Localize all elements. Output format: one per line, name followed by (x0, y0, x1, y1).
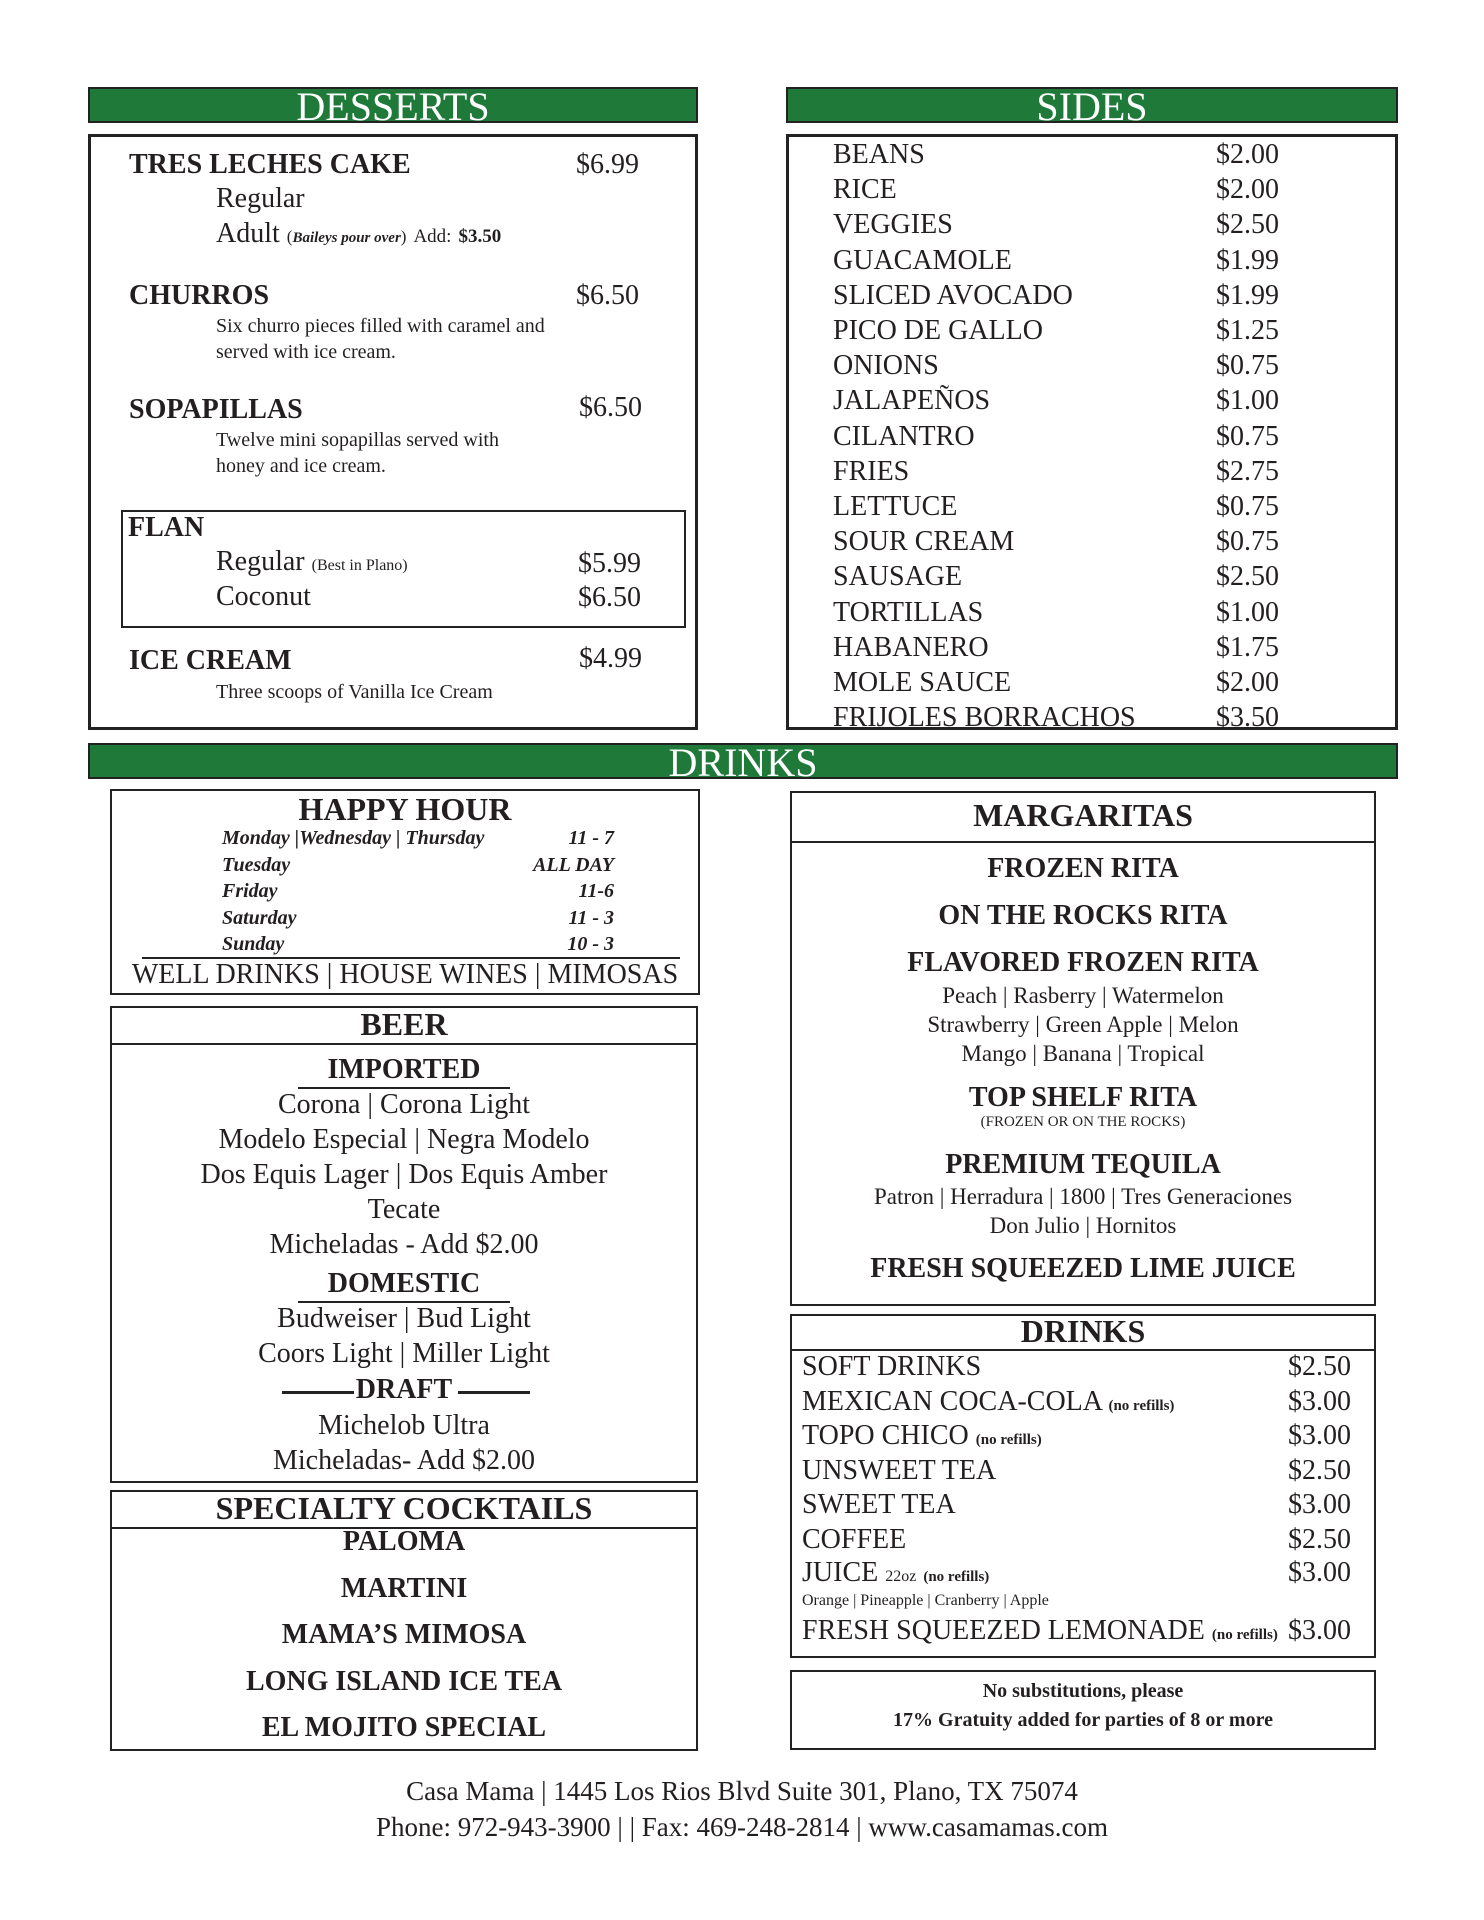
drink-note: (no refills) (1211, 1627, 1278, 1643)
drink-price: $3.00 (1288, 1615, 1351, 1646)
drink-row (802, 1557, 989, 1589)
drinks-panel (790, 1314, 1376, 1658)
side-price: $1.99 (1216, 244, 1279, 276)
happy-hour-time: ALL DAY (533, 853, 614, 876)
happy-hour-day: Monday |Wednesday | Thursday (222, 827, 485, 849)
side-name: ONIONS (833, 350, 939, 382)
drink-name: FRESH SQUEEZED LEMONADE (802, 1615, 1205, 1646)
drink-price: $3.00 (1288, 1557, 1351, 1588)
side-price: $2.50 (1216, 561, 1279, 593)
happy-hour-day: Tuesday (222, 853, 291, 876)
margaritas-title: MARGARITAS (973, 797, 1193, 833)
side-name: CILANTRO (833, 420, 975, 452)
side-name: SOUR CREAM (833, 526, 1015, 558)
dessert-name: ICE CREAM (129, 645, 292, 676)
beer-section-label: DRAFT (355, 1374, 453, 1405)
drink-row (802, 1351, 981, 1383)
dessert-option-label: Regular (216, 546, 305, 577)
drinks-banner: DRINKS (88, 743, 1398, 779)
side-name: BEANS (833, 139, 925, 170)
beer-section-label: DOMESTIC (327, 1268, 481, 1299)
desserts-banner: DESSERTS (88, 87, 698, 123)
beer-title: BEER (360, 1006, 448, 1042)
juice-flavors: Orange | Pineapple | Cranberry | Apple (802, 1592, 1049, 1609)
dessert-price: $6.50 (578, 582, 641, 613)
drink-name: COFFEE (802, 1523, 907, 1555)
dessert-option-label: Adult (216, 218, 280, 249)
cocktail-item: MAMA’S MIMOSA (281, 1619, 527, 1650)
drink-row (802, 1489, 956, 1521)
beer-item: Coors Light | Miller Light (258, 1338, 550, 1369)
drink-note: (no refills) (1108, 1397, 1175, 1414)
dessert-name: TRES LECHES CAKE (129, 149, 411, 180)
happy-hour-time: 11 - 3 (568, 906, 614, 929)
dessert-desc: Six churro pieces filled with caramel and (216, 315, 545, 337)
sides-panel (786, 134, 1398, 734)
drink-name: SOFT DRINKS (802, 1351, 982, 1382)
side-price: $1.25 (1216, 315, 1279, 346)
side-price: $1.99 (1216, 279, 1279, 311)
margarita-item: PREMIUM TEQUILA (945, 1149, 1221, 1180)
side-name: VEGGIES (833, 209, 953, 241)
beer-item: Micheladas - Add $2.00 (269, 1229, 539, 1260)
happy-hour-day: Saturday (222, 906, 297, 929)
dessert-price: $6.50 (579, 392, 642, 423)
dessert-price: $5.99 (578, 548, 641, 579)
dessert-name: SOPAPILLAS (129, 394, 303, 425)
happy-hour-day: Sunday (222, 933, 285, 955)
beer-panel (110, 1006, 698, 1483)
dessert-add-price: $3.50 (458, 226, 502, 247)
specialty-title-strip (112, 1492, 696, 1529)
cocktail-item: LONG ISLAND ICE TEA (245, 1665, 563, 1697)
drink-price: $2.50 (1288, 1351, 1351, 1382)
cocktail-item: EL MOJITO SPECIAL (261, 1712, 547, 1743)
side-name: MOLE SAUCE (833, 667, 1012, 698)
tequila-line: Don Julio | Hornitos (989, 1213, 1177, 1238)
cocktail-item: PALOMA (342, 1526, 466, 1557)
drink-price: $2.50 (1288, 1523, 1351, 1555)
side-name: FRIES (833, 455, 910, 487)
side-price: $1.00 (1216, 596, 1279, 628)
dessert-option: Regular (216, 183, 305, 214)
flavor-line: Peach | Rasberry | Watermelon (942, 983, 1224, 1008)
drinks-title: DRINKS (1020, 1313, 1146, 1349)
margarita-item: ON THE ROCKS RITA (938, 900, 1228, 931)
side-name: SLICED AVOCADO (833, 279, 1073, 311)
side-price: $0.75 (1216, 350, 1279, 382)
dessert-name: FLAN (128, 512, 205, 543)
margarita-item: FROZEN RITA (987, 853, 1179, 884)
margarita-item: FRESH SQUEEZED LIME JUICE (870, 1253, 1296, 1284)
margaritas-title-strip (792, 793, 1374, 843)
margarita-item: TOP SHELF RITA (968, 1082, 1198, 1113)
side-name: FRIJOLES BORRACHOS (833, 702, 1136, 734)
side-name: HABANERO (833, 631, 989, 663)
happy-hour-footer: WELL DRINKS | HOUSE WINES | MIMOSAS (131, 959, 679, 990)
margarita-item: FLAVORED FROZEN RITA (907, 947, 1259, 978)
drink-size: 22oz (885, 1568, 917, 1585)
footer-contact: Phone: 972-943-3900 | | Fax: 469-248-2814 | www.casamamas.com (375, 1812, 1109, 1842)
side-price: $1.75 (1216, 631, 1279, 663)
side-price: $0.75 (1216, 420, 1279, 452)
sides-banner: SIDES (786, 87, 1398, 123)
beer-section-label: IMPORTED (327, 1054, 481, 1085)
drink-price: $2.50 (1288, 1454, 1351, 1486)
margarita-note: (FROZEN OR ON THE ROCKS) (980, 1114, 1186, 1130)
notice-line: 17% Gratuity added for parties of 8 or more (893, 1709, 1273, 1731)
dessert-desc: Twelve mini sopapillas served with (216, 429, 499, 451)
happy-hour-time: 11 - 7 (568, 827, 614, 849)
notice-panel (790, 1670, 1376, 1750)
side-price: $3.50 (1216, 702, 1279, 734)
drink-price: $3.00 (1288, 1420, 1351, 1451)
side-name: PICO DE GALLO (833, 315, 1043, 346)
drinks-title-strip (792, 1313, 1374, 1351)
dessert-option: Coconut (216, 581, 311, 612)
happy-hour-day: Friday (222, 880, 278, 902)
beer-item: Modelo Especial | Negra Modelo (218, 1124, 590, 1155)
dessert-desc: served with ice cream. (216, 341, 396, 363)
drink-price: $3.00 (1288, 1489, 1351, 1520)
side-name: GUACAMOLE (833, 244, 1012, 276)
drink-row (802, 1386, 1174, 1418)
dessert-price: $4.99 (579, 643, 642, 674)
drink-row (802, 1615, 1278, 1647)
dessert-option-note: Baileys pour over (292, 230, 401, 246)
dessert-name: CHURROS (129, 280, 270, 311)
side-price: $2.00 (1216, 174, 1279, 206)
side-name: SAUSAGE (833, 561, 963, 593)
flavor-line: Mango | Banana | Tropical (961, 1041, 1205, 1066)
dessert-option (216, 546, 408, 578)
divider (458, 1391, 530, 1394)
happy-hour-panel (110, 789, 700, 995)
drink-name: TOPO CHICO (802, 1420, 969, 1451)
dessert-add-label: Add: (413, 226, 452, 247)
drink-row (802, 1420, 1042, 1452)
dessert-price: $6.99 (576, 149, 639, 180)
desserts-panel (88, 134, 698, 730)
happy-hour-time: 10 - 3 (567, 933, 614, 955)
side-price: $0.75 (1216, 491, 1279, 522)
beer-item: Dos Equis Lager | Dos Equis Amber (200, 1159, 608, 1190)
drink-row (802, 1524, 906, 1556)
beer-item: Corona | Corona Light (277, 1089, 531, 1120)
beer-item: Michelob Ultra (318, 1410, 490, 1441)
side-price: $1.00 (1216, 385, 1279, 417)
side-name: TORTILLAS (833, 596, 984, 628)
side-price: $2.00 (1216, 667, 1279, 698)
side-price: $2.50 (1216, 209, 1279, 241)
side-price: $0.75 (1216, 526, 1279, 558)
drink-note: (no refills) (923, 1569, 990, 1585)
side-name: RICE (833, 174, 897, 206)
dessert-desc: honey and ice cream. (216, 455, 386, 477)
specialty-panel (110, 1490, 698, 1751)
dessert-price: $6.50 (576, 280, 639, 311)
specialty-title: SPECIALTY COCKTAILS (215, 1490, 593, 1526)
side-price: $2.00 (1216, 139, 1279, 170)
cocktail-item: MARTINI (340, 1572, 468, 1604)
dessert-option-note: (Best in Plano) (311, 557, 408, 574)
drink-name: UNSWEET TEA (802, 1454, 997, 1486)
beer-title-strip (112, 1008, 696, 1045)
happy-hour-title: HAPPY HOUR (298, 791, 512, 827)
happy-hour-time: 11-6 (578, 880, 614, 902)
drink-name: MEXICAN COCA-COLA (802, 1385, 1102, 1417)
dessert-option: Adult (Baileys pour over) Add: $3.50 (216, 218, 502, 249)
side-price: $2.75 (1216, 455, 1279, 487)
margaritas-panel (790, 791, 1376, 1306)
drink-price: $3.00 (1288, 1385, 1351, 1417)
beer-item: Budweiser | Bud Light (277, 1303, 531, 1334)
notice-line: No substitutions, please (982, 1680, 1184, 1702)
side-name: JALAPEÑOS (833, 385, 991, 417)
drink-name: SWEET TEA (802, 1489, 956, 1520)
footer-address: Casa Mama | 1445 Los Rios Blvd Suite 301, Plano, TX 75074 (406, 1776, 1078, 1806)
drink-note: (no refills) (975, 1432, 1042, 1448)
beer-item: Tecate (367, 1194, 441, 1225)
side-name: LETTUCE (833, 491, 958, 522)
beer-item: Micheladas- Add $2.00 (272, 1445, 536, 1476)
flavor-line: Strawberry | Green Apple | Melon (927, 1012, 1239, 1037)
dessert-desc: Three scoops of Vanilla Ice Cream (216, 681, 493, 703)
tequila-line: Patron | Herradura | 1800 | Tres Generaciones (873, 1184, 1293, 1209)
flan-box (121, 510, 686, 628)
drink-row (802, 1455, 996, 1487)
drink-name: JUICE (802, 1557, 879, 1588)
